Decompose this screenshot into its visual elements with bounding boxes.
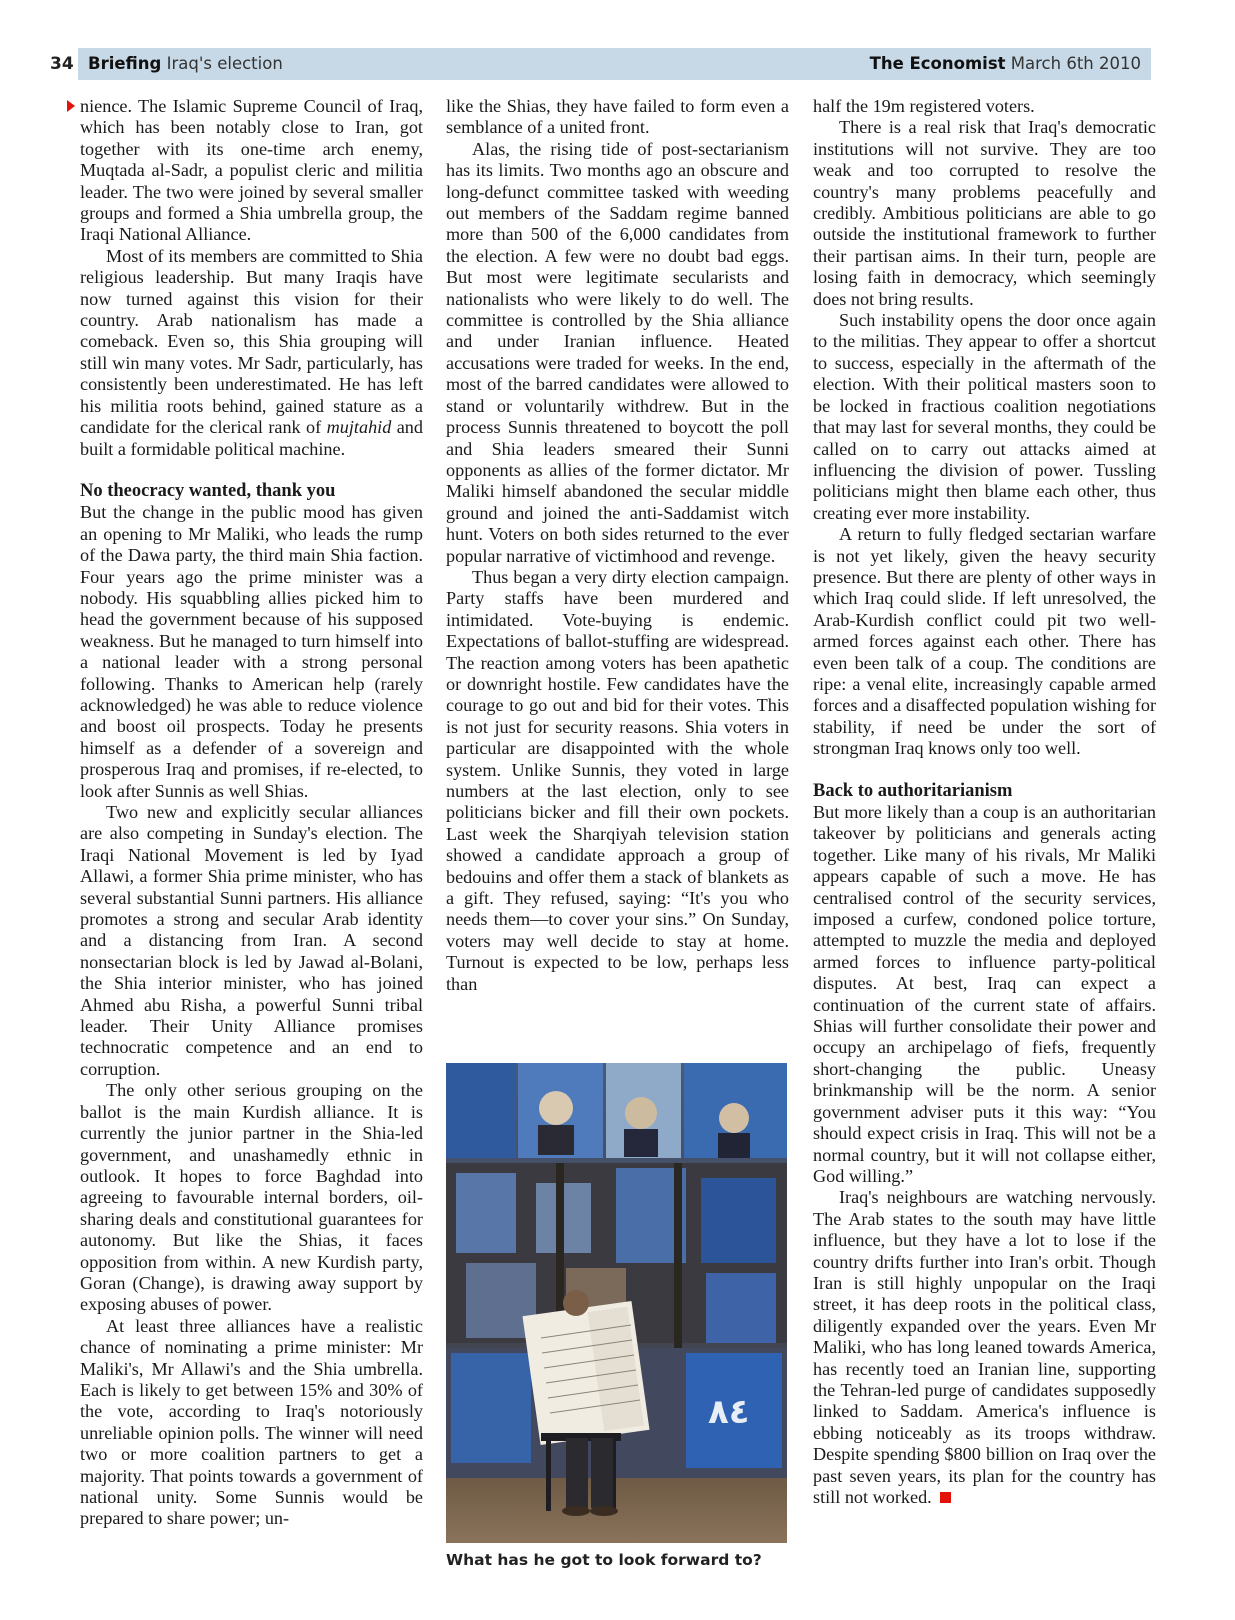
paragraph: half the 19m registered voters. bbox=[813, 96, 1035, 116]
paragraph-text: Iraq's neighbours are watching nervously. The Arab states to the south may have little influence, but they have a lot to lose if the country drifts further into Iran's orbit. Though Iran is still highly unpopular on the Iraqi street, it has deep roots in the political class, diligently expanded over the years. Even Mr Maliki, who has long leaned towards America, has recently toed an Iranian line, supporting the Tehran-led purge of candidates supposedly linked to Saddam. America's influence is ebbing noticeably as its troops withdraw. Despite spending $800 billion on Iraq over the past seven years, its plan for the country has still not worked. bbox=[813, 1187, 1156, 1507]
paragraph: Such instability opens the door once again to the militias. They appear to offer a shortcut to success, especially in the aftermath of the election. With their political masters soon to be locked in fractious coalition negotiations that may last for several months, they could be called on to carry out attacks aimed at influencing the division of power. Tussling politicians might then blame each other, thus creating ever more instability. bbox=[813, 310, 1156, 523]
paragraph bbox=[80, 246, 423, 460]
paragraph: There is a real risk that Iraq's democratic institutions will not survive. They are too weak and too corrupted to resolve the country's many problems peacefully and credibly. Ambitious politicians are able to go outside the institutional framework to further their partisan aims. In their turn, people are losing faith in democracy, which seemingly does not bring results. bbox=[813, 117, 1156, 309]
photo-caption: What has he got to look forward to? bbox=[446, 1551, 762, 1569]
continuation-arrow-icon bbox=[67, 100, 75, 112]
paragraph: But more likely than a coup is an authoritarian takeover by politicians and generals acting together. Like many of his rivals, Mr Maliki appears capable of such a move. He has centralised control of the security services, imposed a curfew, condoned police torture, attempted to muzzle the media and deployed armed forces to influence party-political disputes. At best, Iraq can expect a continuation of the current state of affairs. Shias will further consolidate their power and occupy an archipelago of fiefs, frequently short-changing the public. Uneasy brinkmanship will be the norm. A senior government adviser puts it this way: “You should expect crisis in Iraq. This will not be a normal country, but it will not collapse either, God willing.” bbox=[813, 802, 1156, 1186]
paragraph-text: and built a formidable political machine. bbox=[80, 417, 423, 459]
issue-date: March 6th 2010 bbox=[1010, 54, 1141, 73]
header-section bbox=[88, 54, 283, 73]
paragraph: The only other serious grouping on the ballot is the main Kurdish alliance. It is currently the junior partner in the Shia-led government, and unashamedly ethnic in outlook. It hopes to force Baghdad into agreeing to favourable internal borders, oil-sharing deals and constitutional guarantees for autonomy. But like the Shias, it faces opposition from within. A new Kurdish party, Goran (Change), is drawing away support by exposing abuses of power. bbox=[80, 1080, 423, 1315]
paragraph-text: Most of its members are committed to Shia religious leadership. But many Iraqis have now turned against this vision for their country. Arab nationalism has made a comeback. Even so, this Shia grouping will still win many votes. Mr Sadr, particularly, has consistently been underestimated. He has left his militia roots behind, gained stature as a candidate for the clerical rank of bbox=[80, 245, 423, 438]
subheading: Back to authoritarianism bbox=[813, 780, 1013, 801]
header-publication bbox=[870, 54, 1141, 73]
svg-text:٨٤: ٨٤ bbox=[708, 1392, 750, 1432]
header-bar bbox=[78, 48, 1151, 80]
photo-man-reading-newspaper bbox=[446, 1063, 787, 1543]
paragraph: Two new and explicitly secular alliances are also competing in Sunday's election. The Iraqi National Movement is led by Iyad Allawi, a former Shia prime minister, who has several substantial Sunni partners. His alliance promotes a strong and secular Arab identity and a distancing from Iran. A second nonsectarian block is led by Jawad al-Bolani, the Shia interior minister, who has joined Ahmed abu Risha, a powerful Sunni tribal leader. Their Unity Alliance promises technocratic competence and an end to corruption. bbox=[80, 802, 423, 1079]
paragraph: Alas, the rising tide of post-sectarianism has its limits. Two months ago an obscure and long-defunct committee tasked with weeding out members of the Saddam regime banned more than 500 of the 6,000 candidates from the election. A few were no doubt bad eggs. But most were legitimate secularists and nationalists who were likely to do well. The committee is controlled by the Shia alliance and under Iranian influence. Heated accusations were traded for weeks. In the end, most of the barred candidates were allowed to stand or voluntarily withdrew. But in the process Sunnis threatened to boycott the poll and Shia leaders smeared their Sunni opponents as allies of the former dictator. Mr Maliki himself abandoned the secular middle ground and joined the anti-Saddamist witch hunt. Voters on both sides returned to the ever popular narrative of victimhood and revenge. bbox=[446, 138, 789, 566]
article-column-2 bbox=[446, 96, 789, 995]
article-column-1 bbox=[80, 96, 423, 1530]
article-column-3 bbox=[813, 96, 1156, 1508]
paragraph: like the Shias, they have failed to form even a semblance of a united front. bbox=[446, 96, 789, 138]
end-of-article-icon bbox=[940, 1492, 951, 1503]
paragraph: Thus began a very dirty election campaign. Party staffs have been murdered and intimidated. Vote-buying is endemic. Expectations of ballot-stuffing are widespread. The reaction among voters has been apathetic or downright hostile. Few candidates have the courage to go out and bid for their votes. This is not just for security reasons. Shia voters in particular are disappointed with the whole system. Unlike Sunnis, they voted in large numbers at the last election, only to see politicians bicker and fill their own pockets. Last week the Sharqiyah television station showed a candidate approach a group of bedouins and offer them a stack of blankets as a gift. They refused, saying: “It's you who needs them—to cover your sins.” On Sunday, voters may well decide to stay at home. Turnout is expected to be low, perhaps less than bbox=[446, 566, 789, 994]
section-label: Briefing bbox=[88, 54, 162, 73]
paragraph: But the change in the public mood has given an opening to Mr Maliki, who leads the rump of the Dawa party, the third main Shia faction. Four years ago the prime minister was a nobody. His squabbling allies picked him to head the government because of his supposed weakness. But he managed to turn himself into a national leader with a strong personal following. Thanks to American help (rarely acknowledged) he was able to reduce violence and boost oil prospects. Today he presents himself as a defender of a sovereign and prosperous Iraq and promises, if re-elected, to look after Sunnis as well Shias. bbox=[80, 502, 423, 801]
topic-label: Iraq's election bbox=[166, 54, 283, 73]
paragraph bbox=[813, 1187, 1156, 1508]
page-number: 34 bbox=[50, 54, 74, 74]
subheading: No theocracy wanted, thank you bbox=[80, 480, 336, 501]
paragraph: At least three alliances have a realistic chance of nominating a prime minister: Mr Maliki's, Mr Allawi's and the Shia umbrella. Each is likely to get between 15% and 30% of the vote, according to Iraq's notoriously unreliable opinion polls. The winner will need two or more coalition partners to get a majority. That points towards a government of national unity. Some Sunnis would be prepared to share power; un- bbox=[80, 1315, 423, 1529]
paragraph: A return to fully fledged sectarian warfare is not yet likely, given the heavy security presence. But there are plenty of other ways in which Iraq could slide. If left unresolved, the Arab-Kurdish conflict could pit two well-armed forces against each other. There has even been talk of a coup. The conditions are ripe: a venal elite, increasingly capable armed forces and a disaffected population wishing for stability, if need be under the sort of strongman Iraq knows only too well. bbox=[813, 524, 1156, 759]
publication-name: The Economist bbox=[869, 54, 1006, 73]
italic-term: mujtahid bbox=[326, 417, 392, 438]
paragraph: nience. The Islamic Supreme Council of Iraq, which has been notably close to Iran, got together with its one-time arch enemy, Muqtada al-Sadr, a populist cleric and militia leader. The two were joined by several smaller groups and formed a Shia umbrella group, the Iraqi National Alliance. bbox=[80, 96, 423, 245]
